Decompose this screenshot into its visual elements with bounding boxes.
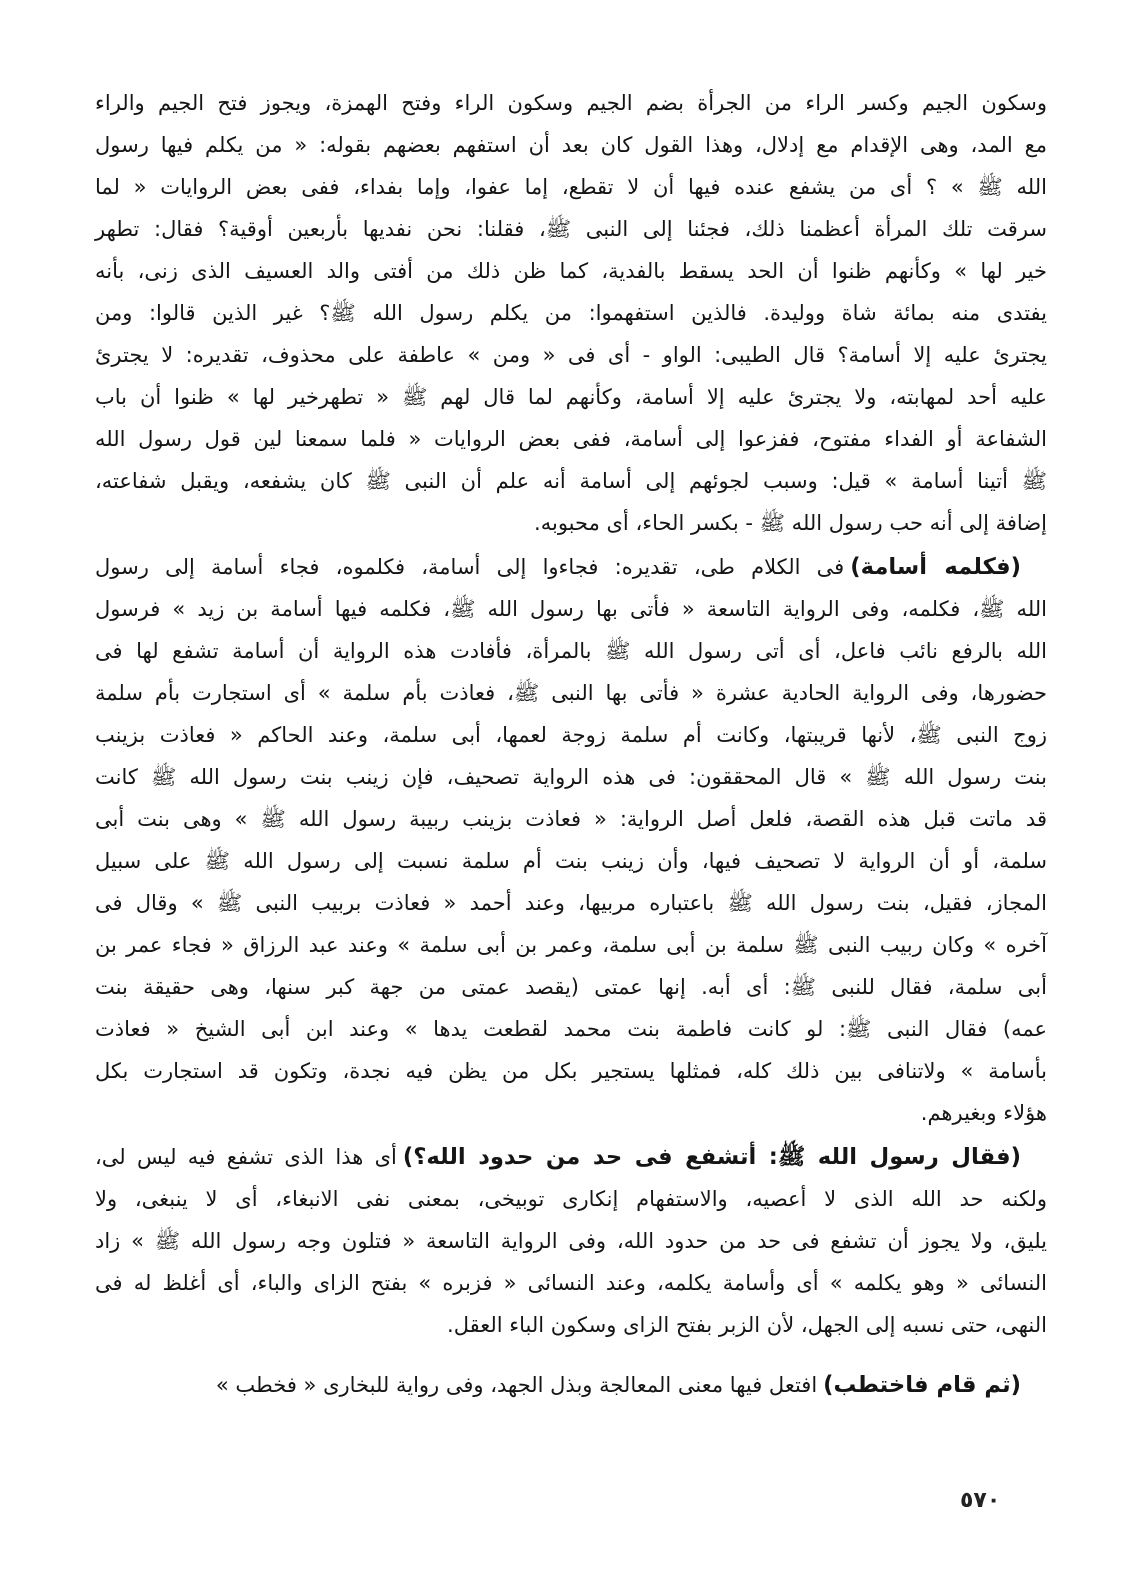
text-span: فى الكلام طى، تقديره: فجاءوا إلى أسامة، فكلموه، فجاء أسامة إلى رسول bbox=[95, 555, 845, 579]
text-line: الله بالرفع نائب فاعل، أى أتى رسول الله ﷺ بالمرأة، فأفادت هذه الرواية أن أسامة تشفع لها فى bbox=[95, 639, 1047, 663]
text-line: النسائى « وهو يكلمه » أى وأسامة يكلمه، وعند النسائى « فزبره » بفتح الزاى والباء، أى أغلظ له فى bbox=[95, 1271, 1047, 1295]
text-line: يجترئ عليه إلا أسامة؟ قال الطيبى: الواو - أى فى « ومن » عاطفة على محذوف، تقديره: لا يجترئ bbox=[95, 343, 1047, 367]
text-line: مع المد، وهى الإقدام مع إدلال، وهذا القول كان بعد أن استفهم بعضهم بقوله: « من يكلم فيها رسول bbox=[95, 133, 1047, 157]
text-line: المجاز، فقيل، بنت رسول الله ﷺ باعتباره مربيها، وعند أحمد « فعاذت بربيب النبى ﷺ » وقال فى bbox=[95, 891, 1047, 915]
text-line: يفتدى منه بمائة شاة ووليدة. فالذين استفهموا: من يكلم رسول الله ﷺ؟ غير الذين قالوا: ومن bbox=[95, 301, 1047, 325]
text-line: زوج النبى ﷺ، لأنها قريبتها، وكانت أم سلمة زوجة لعمها، أبى سلمة، وعند الحاكم « فعاذت بزينب bbox=[95, 723, 1047, 747]
text-line bbox=[95, 546, 1047, 588]
paragraph-heading: (ثم قام فاختطب) bbox=[823, 1372, 1021, 1398]
text-line: الله ﷺ، فكلمه، وفى الرواية التاسعة « فأتى بها رسول الله ﷺ، فكلمه فيها أسامة بن زيد » فرسول bbox=[95, 597, 1047, 621]
text-line: بنت رسول الله ﷺ » قال المحققون: فى هذه الرواية تصحيف، فإن زينب بنت رسول الله ﷺ كانت bbox=[95, 765, 1047, 789]
text-line: ﷺ أتينا أسامة » قيل: وسبب لجوئهم إلى أسامة أنه علم أن النبى ﷺ كان يشفعه، ويقبل شفاعته، bbox=[95, 469, 1047, 493]
text-line bbox=[95, 1364, 1047, 1406]
paragraph-2 bbox=[95, 546, 1047, 1134]
text-line: بأسامة » ولاتنافى بين ذلك كله، فمثلها يستجير بكل من يظن فيه نجدة، وتكون قد استجارت بكل bbox=[95, 1059, 1047, 1083]
text-line: قد ماتت قبل هذه القصة، فلعل أصل الرواية: « فعاذت بزينب ربيبة رسول الله ﷺ » وهى بنت أبى bbox=[95, 807, 1047, 831]
text-line: النهى، حتى نسبه إلى الجهل، لأن الزبر بفتح الزاى وسكون الباء العقل. bbox=[447, 1313, 1047, 1337]
paragraph-1 bbox=[95, 82, 1047, 544]
text-line: سلمة، أو أن الرواية لا تصحيف فيها، وأن زينب بنت أم سلمة نسبت إلى رسول الله ﷺ على سبيل bbox=[95, 849, 1047, 873]
page-number: ٥٧٠ bbox=[960, 1488, 1001, 1513]
text-line bbox=[95, 1136, 1047, 1178]
text-line: آخره » وكان ربيب النبى ﷺ سلمة بن أبى سلمة، وعمر بن أبى سلمة » وعند عبد الرزاق « فجاء عمر بن bbox=[95, 933, 1047, 957]
text-line: حضورها، وفى الرواية الحادية عشرة « فأتى بها النبى ﷺ، فعاذت بأم سلمة » أى استجارت بأم سلمة bbox=[95, 681, 1047, 705]
text-line: هؤلاء وبغيرهم. bbox=[920, 1101, 1047, 1125]
text-line: إضافة إلى أنه حب رسول الله ﷺ - بكسر الحاء، أى محبوبه. bbox=[534, 511, 1047, 535]
text-line: ولكنه حد الله الذى لا أعصيه، والاستفهام إنكارى توبيخى، بمعنى نفى الانبغاء، أى لا ينبغى، ولا bbox=[95, 1187, 1047, 1211]
text-line: خير لها » وكأنهم ظنوا أن الحد يسقط بالفدية، كما ظن ذلك من أفتى والد العسيف الذى زنى، بأنه bbox=[95, 259, 1047, 283]
text-line: أبى سلمة، فقال للنبى ﷺ: أى أبه. إنها عمتى (يقصد عمتى من جهة كبر سنها، وهى حقيقة بنت bbox=[95, 975, 1047, 999]
text-line: الشفاعة أو الفداء مفتوح، ففزعوا إلى أسامة، ففى بعض الروايات « فلما سمعنا لين قول رسول الله bbox=[95, 427, 1047, 451]
paragraph-heading: (فقال رسول الله ﷺ: أتشفع فى حد من حدود الله؟) bbox=[402, 1144, 1021, 1170]
text-line: عليه أحد لمهابته، ولا يجترئ عليه إلا أسامة، وكأنهم لما قال لهم ﷺ « تطهرخير لها » ظنوا أن باب bbox=[95, 385, 1047, 409]
text-line: سرقت تلك المرأة أعظمنا ذلك، فجئنا إلى النبى ﷺ، فقلنا: نحن نفديها بأربعين أوقية؟ فقال: تطهر bbox=[95, 217, 1047, 241]
paragraph-3 bbox=[95, 1136, 1047, 1346]
paragraph-heading: (فكلمه أسامة) bbox=[850, 554, 1022, 580]
text-line: الله ﷺ » ؟ أى من يشفع عنده فيها أن لا تقطع، إما عفوا، وإما بفداء، ففى بعض الروايات « لما bbox=[95, 175, 1047, 199]
text-line: يليق، ولا يجوز أن تشفع فى حد من حدود الله، وفى الرواية التاسعة « فتلون وجه رسول الله ﷺ » زاد bbox=[95, 1229, 1047, 1253]
text-line: عمه) فقال النبى ﷺ: لو كانت فاطمة بنت محمد لقطعت يدها » وعند ابن أبى الشيخ « فعاذت bbox=[95, 1017, 1047, 1041]
text-span: افتعل فيها معنى المعالجة وبذل الجهد، وفى رواية للبخارى « فخطب » bbox=[215, 1373, 818, 1397]
paragraph-4 bbox=[95, 1364, 1047, 1406]
text-line: وسكون الجيم وكسر الراء من الجرأة بضم الجيم وسكون الراء وفتح الهمزة، ويجوز فتح الجيم والراء bbox=[95, 91, 1047, 115]
text-span: أى هذا الذى تشفع فيه ليس لى، bbox=[95, 1145, 397, 1169]
book-page bbox=[95, 82, 1047, 1408]
